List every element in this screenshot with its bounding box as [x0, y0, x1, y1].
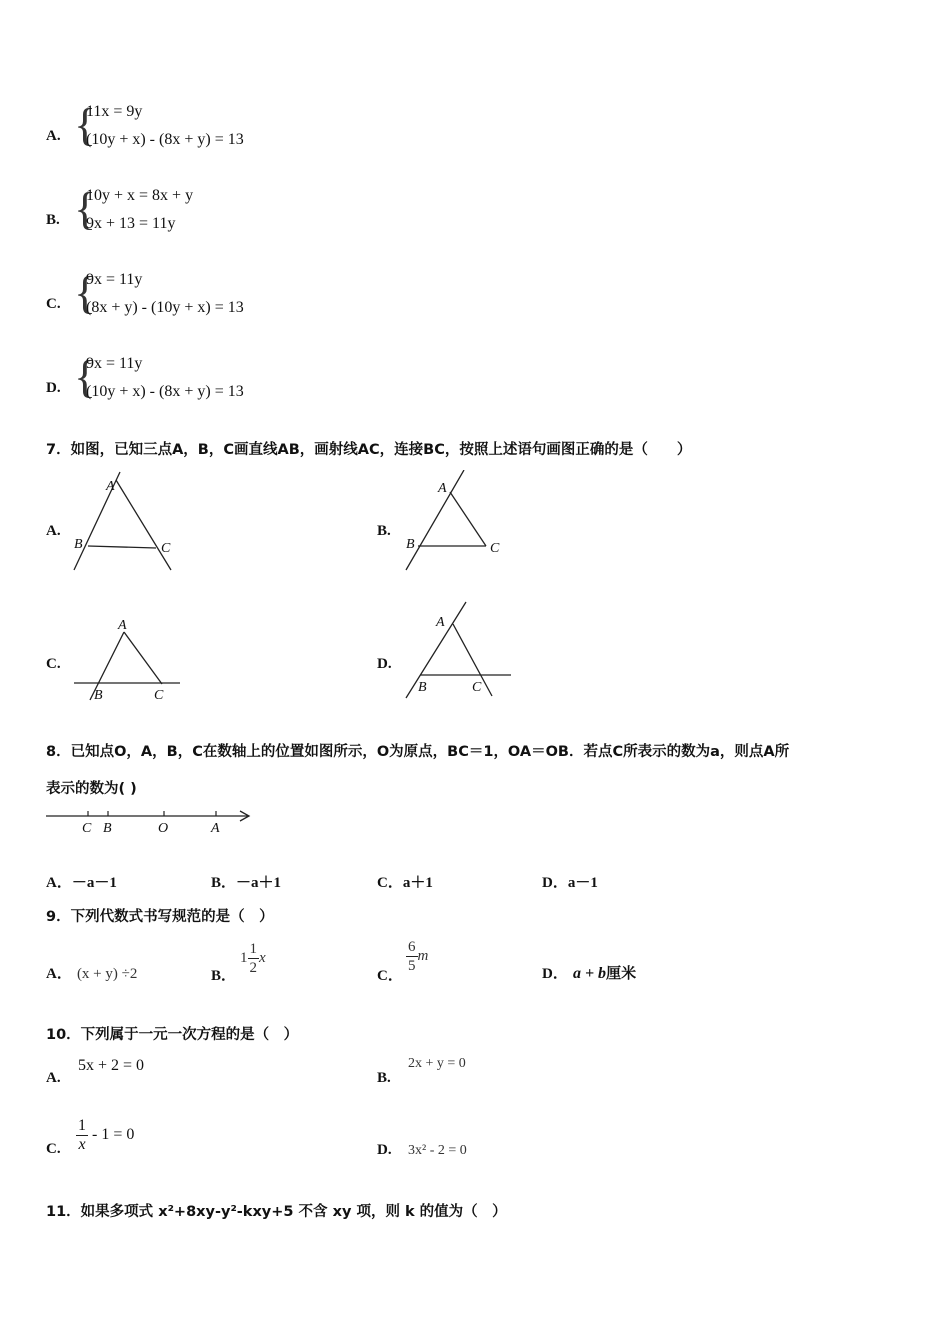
point-label-b: B — [74, 537, 83, 552]
option-text: －a＋1 — [236, 875, 282, 891]
option-label: C. — [46, 296, 61, 312]
q8-question-line1: 8．已知点O，A，B，C在数轴上的位置如图所示，O为原点，BC＝1，OA＝OB．若点C所表示的数为a，则点A所 — [46, 744, 790, 760]
q7-figure-c — [66, 612, 186, 707]
expression: a + b — [572, 965, 607, 982]
q8-question-line2: 表示的数为( ) — [46, 781, 137, 797]
brace-symbol: { — [74, 267, 97, 318]
q9-option-c-expression — [406, 938, 428, 975]
whole-part: 1 — [240, 949, 248, 966]
q7-option-d-label: D. — [377, 656, 392, 672]
q8-option-c — [377, 871, 433, 892]
q8-option-d — [542, 871, 598, 892]
point-label-c: C — [161, 541, 171, 556]
q9-option-d — [542, 962, 636, 983]
equation-1: 11x = 9y — [86, 103, 143, 120]
point-label-a: A — [438, 481, 447, 496]
q11-question: 11．如果多项式 x²+8xy-y²-kxy+5 不含 xy 项，则 k 的值为（ ） — [46, 1204, 507, 1220]
point-label-a: A — [106, 479, 115, 494]
axis-label-c: C — [82, 821, 92, 836]
unit: 厘米 — [606, 964, 637, 982]
axis-label-o: O — [158, 821, 169, 836]
q7-figure-d — [398, 598, 518, 703]
point-label-b: B — [94, 688, 103, 703]
q7-option-a-label: A. — [46, 523, 61, 539]
equation-1: 10y + x = 8x + y — [86, 187, 194, 204]
q10-option-c-label: C. — [46, 1141, 61, 1157]
option-label: A. — [46, 128, 61, 144]
option-text: a－1 — [567, 875, 598, 891]
option-label: C． — [377, 875, 403, 891]
q10-option-d-equation: 3x² - 2 = 0 — [408, 1143, 467, 1158]
q10-option-d-label: D. — [377, 1142, 392, 1158]
variable: x — [259, 949, 266, 966]
option-label: B. — [46, 212, 60, 228]
axis-label-a: A — [211, 821, 220, 836]
point-label-c: C — [472, 680, 482, 695]
q10-option-b-equation: 2x + y = 0 — [408, 1056, 466, 1071]
option-label: B． — [211, 875, 237, 891]
q9-option-b-label: B． — [211, 968, 237, 984]
q9-option-c-label: C． — [377, 968, 403, 984]
brace-symbol: { — [74, 99, 97, 150]
option-label: A． — [46, 875, 72, 891]
q10-question: 10．下列属于一元一次方程的是（ ） — [46, 1027, 299, 1043]
fraction: $\frac{1}{x}$ — [78, 1117, 86, 1153]
q10-option-a-equation: 5x + 2 = 0 — [78, 1057, 145, 1074]
number-line — [44, 804, 256, 836]
brace-symbol: { — [74, 351, 97, 402]
q10-option-b-label: B. — [377, 1070, 391, 1086]
option-text: a＋1 — [402, 875, 433, 891]
point-label-b: B — [406, 537, 415, 552]
equation-2: (10y + x) - (8x + y) = 13 — [86, 131, 244, 148]
point-label-b: B — [418, 680, 427, 695]
brace-symbol: { — [74, 183, 97, 234]
point-label-c: C — [154, 688, 164, 703]
option-label: D． — [542, 966, 568, 982]
q9-question: 9．下列代数式书写规范的是（ ） — [46, 909, 274, 925]
fraction: $\frac{6}{5}$ — [408, 939, 416, 974]
q8-option-a — [46, 871, 117, 892]
option-text: －a－1 — [71, 875, 117, 891]
q10-option-a-label: A. — [46, 1070, 61, 1086]
equation-2: (10y + x) - (8x + y) = 13 — [86, 383, 244, 400]
equation-2: (8x + y) - (10y + x) = 13 — [86, 299, 244, 316]
q7-figure-a — [66, 470, 186, 580]
q9-option-b-expression — [240, 940, 266, 977]
point-label-c: C — [490, 541, 500, 556]
equation-rest: - 1 = 0 — [92, 1126, 135, 1144]
equation-1: 9x = 11y — [86, 355, 143, 372]
variable: m — [417, 947, 429, 964]
option-label: A． — [46, 966, 72, 982]
fraction: $\frac{1}{2}$ — [249, 941, 257, 976]
equation-1: 9x = 11y — [86, 271, 143, 288]
point-label-a: A — [436, 615, 445, 630]
option-label: D. — [46, 380, 61, 396]
q9-option-a — [46, 962, 137, 983]
option-label: D． — [542, 875, 568, 891]
q7-question: 7．如图，已知三点A，B，C画直线AB，画射线AC，连接BC，按照上述语句画图正确的是（ ） — [46, 442, 692, 458]
point-label-a: A — [118, 618, 127, 633]
q7-option-b-label: B. — [377, 523, 391, 539]
q7-option-c-label: C. — [46, 656, 61, 672]
expression: (x + y) ÷2 — [76, 966, 138, 982]
q8-option-b — [211, 871, 281, 892]
q10-option-c-equation — [76, 1117, 134, 1154]
axis-label-b: B — [103, 821, 112, 836]
q7-figure-b — [398, 470, 518, 580]
equation-2: 9x + 13 = 11y — [86, 215, 176, 232]
